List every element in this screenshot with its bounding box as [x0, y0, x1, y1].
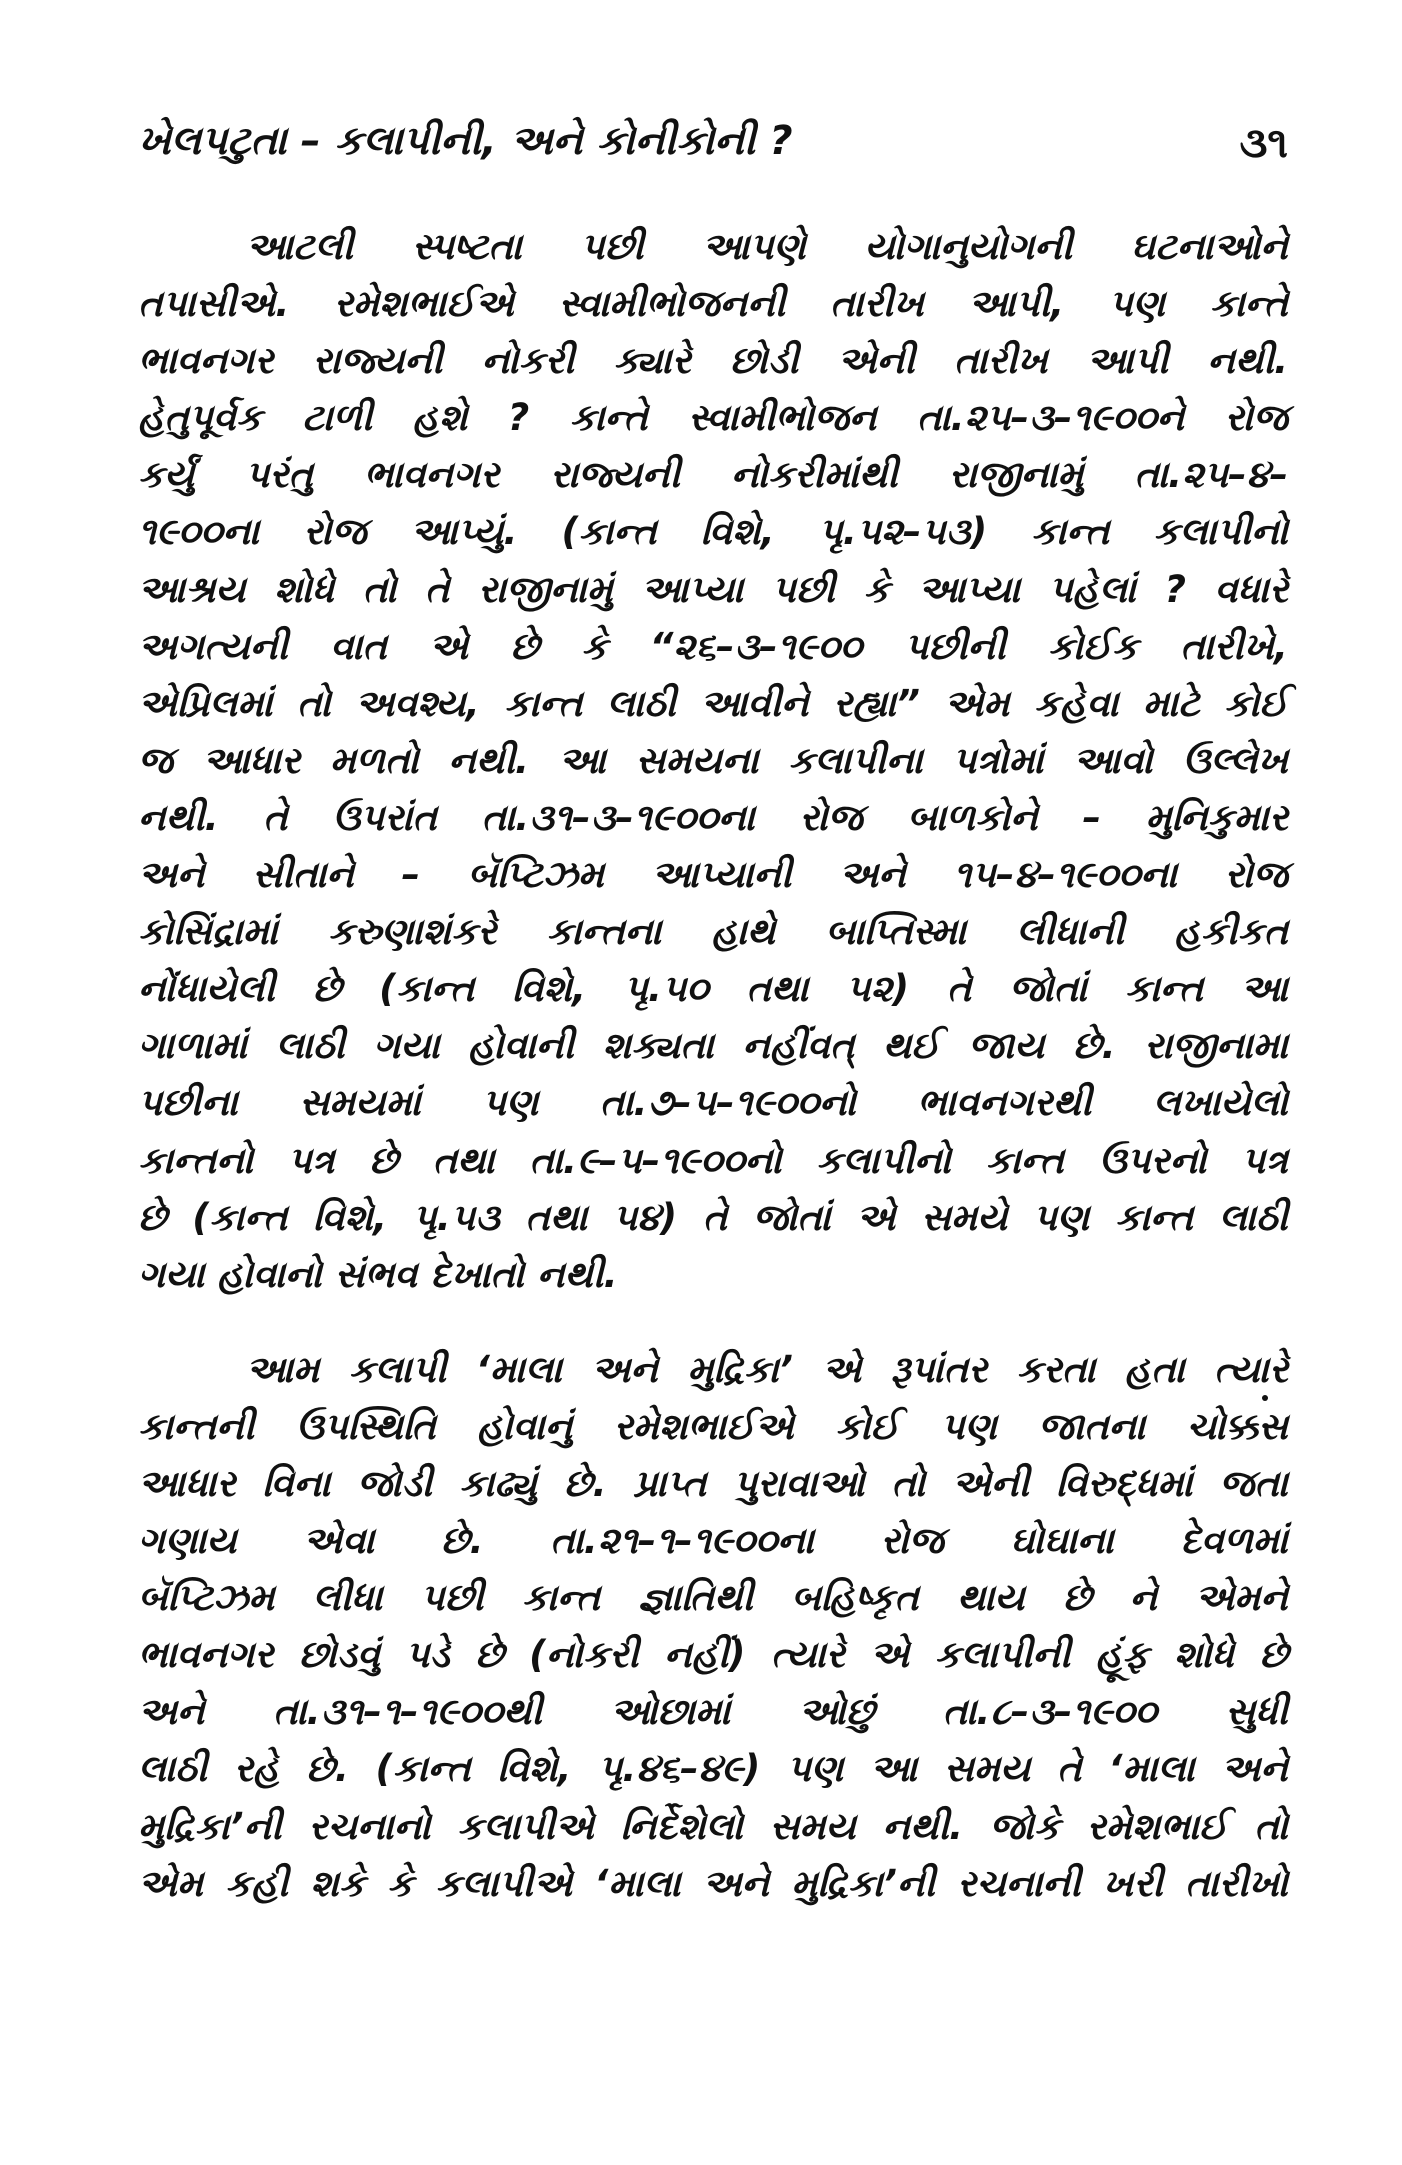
text-line: કોસિંદ્રામાં કરુણાશંકરે કાન્તના હાથે બાપ્તિસ્મા લીધાની હકીકત — [138, 910, 1288, 954]
text-line: અગત્યની વાત એ છે કે “૨૬–૩–૧૯૦૦ પછીની કોઈક તારીખે, — [138, 624, 1288, 668]
body-text — [138, 218, 1288, 1912]
paragraph-gap — [138, 1303, 1288, 1341]
text-line: હેતુપૂર્વક ટાળી હશે ? કાન્તે સ્વામીભોજન તા.૨૫–૩–૧૯૦૦ને રોજ — [138, 396, 1288, 440]
text-line: નોંધાયેલી છે (કાન્ત વિશે, પૃ.૫૦ તથા ૫૨) તે જોતાં કાન્ત આ — [138, 967, 1288, 1011]
text-line: છે (કાન્ત વિશે, પૃ.૫૩ તથા ૫૪) તે જોતાં એ સમયે પણ કાન્ત લાઠી — [138, 1195, 1288, 1239]
page-number: ૩૧ — [1239, 118, 1288, 167]
text-line: આટલી સ્પષ્ટતા પછી આપણે યોગાનુયોગની ઘટનાઓને — [246, 225, 1288, 268]
text-line: નથી. તે ઉપરાંત તા.૩૧–૩–૧૯૦૦ના રોજ બાળકોને – મુનિકુમાર — [138, 795, 1288, 839]
paragraph-1 — [138, 218, 1288, 1303]
text-line: ભાવનગર રાજ્યની નોકરી ક્યારે છોડી એની તારીખ આપી નથી. — [138, 339, 1288, 383]
text-line: ગાળામાં લાઠી ગયા હોવાની શક્યતા નહીંવત્ થઈ જાય છે. રાજીનામા — [138, 1024, 1288, 1068]
text-line: પછીના સમયમાં પણ તા.૭–૫–૧૯૦૦નો ભાવનગરથી લખાયેલો — [138, 1081, 1288, 1125]
text-line: ગયા હોવાનો સંભવ દેખાતો નથી. — [138, 1252, 618, 1296]
text-line: અને સીતાને – બૅપ્ટિઝમ આપ્યાની અને ૧૫–૪–૧૯૦૦ના રોજ — [138, 853, 1288, 897]
text-line: એમ કહી શકે કે કલાપીએ ‘માલા અને મુદ્રિકા’ની રચનાની ખરી તારીખો — [138, 1861, 1288, 1905]
paragraph-2 — [138, 1341, 1288, 1912]
text-line: મુદ્રિકા’ની રચનાનો કલાપીએ નિર્દેશેલો સમય નથી. જોકે રમેશભાઈ તો — [138, 1804, 1288, 1848]
text-line: કર્યું પરંતુ ભાવનગર રાજ્યની નોકરીમાંથી રાજીનામું તા.૨૫–૪– — [138, 453, 1288, 497]
page-header — [138, 118, 1288, 188]
text-line: અને તા.૩૧–૧–૧૯૦૦થી ઓછામાં ઓછું તા.૮–૩–૧૯૦૦ સુધી — [138, 1690, 1288, 1734]
text-line: કાન્તનો પત્ર છે તથા તા.૯–૫–૧૯૦૦નો કલાપીનો કાન્ત ઉપરનો પત્ર — [138, 1138, 1288, 1182]
text-line: બૅપ્ટિઝમ લીધા પછી કાન્ત જ્ઞાતિથી બહિષ્કૃત થાય છે ને એમને — [138, 1576, 1288, 1620]
text-line: ગણાય એવા છે. તા.૨૧–૧–૧૯૦૦ના રોજ ઘોઘાના દેવળમાં — [138, 1519, 1288, 1563]
stray-dot-mark — [1262, 1395, 1268, 1401]
text-line: એપ્રિલમાં તો અવશ્ય, કાન્ત લાઠી આવીને રહ્યા” એમ કહેવા માટે કોઈ — [138, 681, 1288, 725]
text-line: ભાવનગર છોડવું પડે છે (નોકરી નહીં) ત્યારે એ કલાપીની હૂંફ શોધે છે — [138, 1633, 1288, 1677]
text-line: લાઠી રહે છે. (કાન્ત વિશે, પૃ.૪૬–૪૯) પણ આ સમય તે ‘માલા અને — [138, 1747, 1288, 1791]
text-line: કાન્તની ઉપસ્થિતિ હોવાનું રમેશભાઈએ કોઈ પણ જાતના ચોક્કસ — [138, 1404, 1288, 1448]
text-line: આશ્રય શોધે તો તે રાજીનામું આપ્યા પછી કે આપ્યા પહેલાં ? વધારે — [138, 567, 1288, 611]
text-line: તપાસીએ. રમેશભાઈએ સ્વામીભોજનની તારીખ આપી, પણ કાન્તે — [138, 282, 1288, 326]
text-line: આધાર વિના જોડી કાઢ્યું છે. પ્રાપ્ત પુરાવાઓ તો એની વિરુદ્ધમાં જતા — [138, 1461, 1288, 1505]
text-line: જ આધાર મળતો નથી. આ સમયના કલાપીના પત્રોમાં આવો ઉલ્લેખ — [138, 738, 1288, 782]
running-title: ખેલપટુતા – કલાપીની, અને કોનીકોની ? — [138, 118, 793, 164]
text-line: ૧૯૦૦ના રોજ આપ્યું. (કાન્ત વિશે, પૃ.૫૨–૫૩) કાન્ત કલાપીનો — [138, 510, 1288, 554]
text-line: આમ કલાપી ‘માલા અને મુદ્રિકા’ એ રૂપાંતર કરતા હતા ત્યારે — [246, 1347, 1288, 1391]
